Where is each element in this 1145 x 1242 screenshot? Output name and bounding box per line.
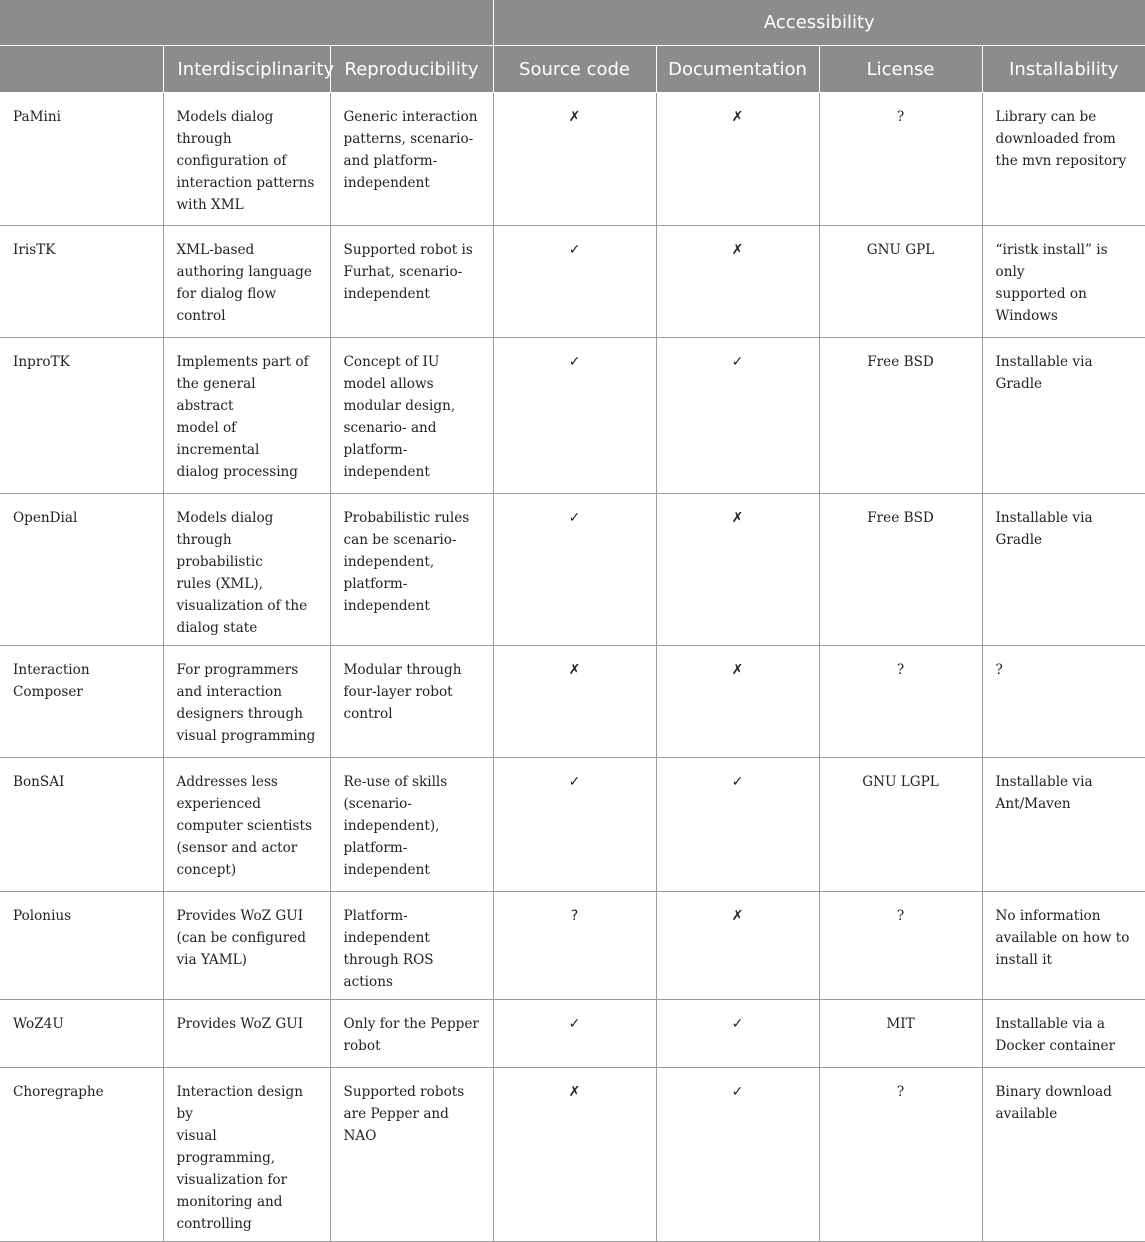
cell-interdisciplinarity: Models dialog through configuration of interaction patterns with XML	[163, 93, 330, 226]
cell-interdisciplinarity: For programmers and interaction designers through visual programming	[163, 646, 330, 758]
cell-reproducibility: Platform- independent through ROS actions	[330, 892, 493, 1000]
cell-source-code: ✓	[493, 338, 656, 494]
header-group-spacer	[0, 0, 493, 46]
cell-license: ?	[819, 1068, 982, 1242]
cell-documentation: ✗	[656, 226, 819, 338]
table-header	[0, 0, 1145, 93]
cell-system-name: Interaction Composer	[0, 646, 163, 758]
header-col-system	[0, 46, 163, 93]
cell-reproducibility: Modular through four-layer robot control	[330, 646, 493, 758]
cell-license: GNU GPL	[819, 226, 982, 338]
cell-interdisciplinarity: Provides WoZ GUI	[163, 1000, 330, 1068]
cell-installability: No information available on how to install it	[982, 892, 1145, 1000]
header-col-interdisciplinarity: Interdisciplinarity	[163, 46, 330, 93]
cell-interdisciplinarity: Models dialog through probabilistic rules (XML), visualization of the dialog state	[163, 494, 330, 646]
table-row	[0, 93, 1145, 226]
cell-installability: Installable via Gradle	[982, 338, 1145, 494]
cell-installability: Library can be downloaded from the mvn repository	[982, 93, 1145, 226]
cell-license: GNU LGPL	[819, 758, 982, 892]
cell-installability: Installable via Gradle	[982, 494, 1145, 646]
cell-installability: “iristk install” is only supported on Windows	[982, 226, 1145, 338]
cell-source-code: ✓	[493, 226, 656, 338]
header-group-accessibility: Accessibility	[493, 0, 1145, 46]
cell-documentation: ✓	[656, 1068, 819, 1242]
header-col-documentation: Documentation	[656, 46, 819, 93]
cell-documentation: ✓	[656, 758, 819, 892]
cell-source-code: ?	[493, 892, 656, 1000]
cell-reproducibility: Generic interaction patterns, scenario- and platform- independent	[330, 93, 493, 226]
cell-interdisciplinarity: Implements part of the general abstract model of incremental dialog processing	[163, 338, 330, 494]
table-row	[0, 1068, 1145, 1242]
cell-license: MIT	[819, 1000, 982, 1068]
table-row	[0, 226, 1145, 338]
cell-license: Free BSD	[819, 338, 982, 494]
cell-interdisciplinarity: Addresses less experienced computer scientists (sensor and actor concept)	[163, 758, 330, 892]
table-row	[0, 646, 1145, 758]
cell-reproducibility: Only for the Pepper robot	[330, 1000, 493, 1068]
cell-interdisciplinarity: Provides WoZ GUI (can be configured via YAML)	[163, 892, 330, 1000]
cell-system-name: WoZ4U	[0, 1000, 163, 1068]
table-body	[0, 93, 1145, 1242]
cell-system-name: BonSAI	[0, 758, 163, 892]
table-row	[0, 1000, 1145, 1068]
cell-documentation: ✓	[656, 1000, 819, 1068]
header-col-installability: Installability	[982, 46, 1145, 93]
cell-interdisciplinarity: XML-based authoring language for dialog flow control	[163, 226, 330, 338]
header-col-source-code: Source code	[493, 46, 656, 93]
header-col-license: License	[819, 46, 982, 93]
cell-reproducibility: Supported robot is Furhat, scenario- independent	[330, 226, 493, 338]
cell-documentation: ✓	[656, 338, 819, 494]
cell-documentation: ✗	[656, 646, 819, 758]
cell-installability: Installable via a Docker container	[982, 1000, 1145, 1068]
cell-documentation: ✗	[656, 892, 819, 1000]
cell-system-name: Choregraphe	[0, 1068, 163, 1242]
cell-documentation: ✗	[656, 93, 819, 226]
table-row	[0, 494, 1145, 646]
cell-source-code: ✓	[493, 758, 656, 892]
cell-reproducibility: Probabilistic rules can be scenario- independent, platform- independent	[330, 494, 493, 646]
cell-system-name: IrisTK	[0, 226, 163, 338]
cell-installability: Installable via Ant/Maven	[982, 758, 1145, 892]
cell-source-code: ✗	[493, 1068, 656, 1242]
cell-source-code: ✗	[493, 93, 656, 226]
header-columns-row	[0, 46, 1145, 93]
cell-system-name: InproTK	[0, 338, 163, 494]
cell-system-name: PaMini	[0, 93, 163, 226]
table-row	[0, 338, 1145, 494]
cell-license: Free BSD	[819, 494, 982, 646]
cell-interdisciplinarity: Interaction design by visual programming, visualization for monitoring and controlling	[163, 1068, 330, 1242]
cell-license: ?	[819, 892, 982, 1000]
cell-system-name: Polonius	[0, 892, 163, 1000]
cell-documentation: ✗	[656, 494, 819, 646]
cell-source-code: ✓	[493, 494, 656, 646]
table-row	[0, 758, 1145, 892]
cell-license: ?	[819, 93, 982, 226]
cell-installability: ?	[982, 646, 1145, 758]
cell-system-name: OpenDial	[0, 494, 163, 646]
cell-reproducibility: Supported robots are Pepper and NAO	[330, 1068, 493, 1242]
table-row	[0, 892, 1145, 1000]
cell-reproducibility: Concept of IU model allows modular design, scenario- and platform- independent	[330, 338, 493, 494]
cell-source-code: ✓	[493, 1000, 656, 1068]
cell-installability: Binary download available	[982, 1068, 1145, 1242]
header-group-row	[0, 0, 1145, 46]
header-col-reproducibility: Reproducibility	[330, 46, 493, 93]
cell-source-code: ✗	[493, 646, 656, 758]
cell-reproducibility: Re-use of skills (scenario- independent), platform- independent	[330, 758, 493, 892]
cell-license: ?	[819, 646, 982, 758]
